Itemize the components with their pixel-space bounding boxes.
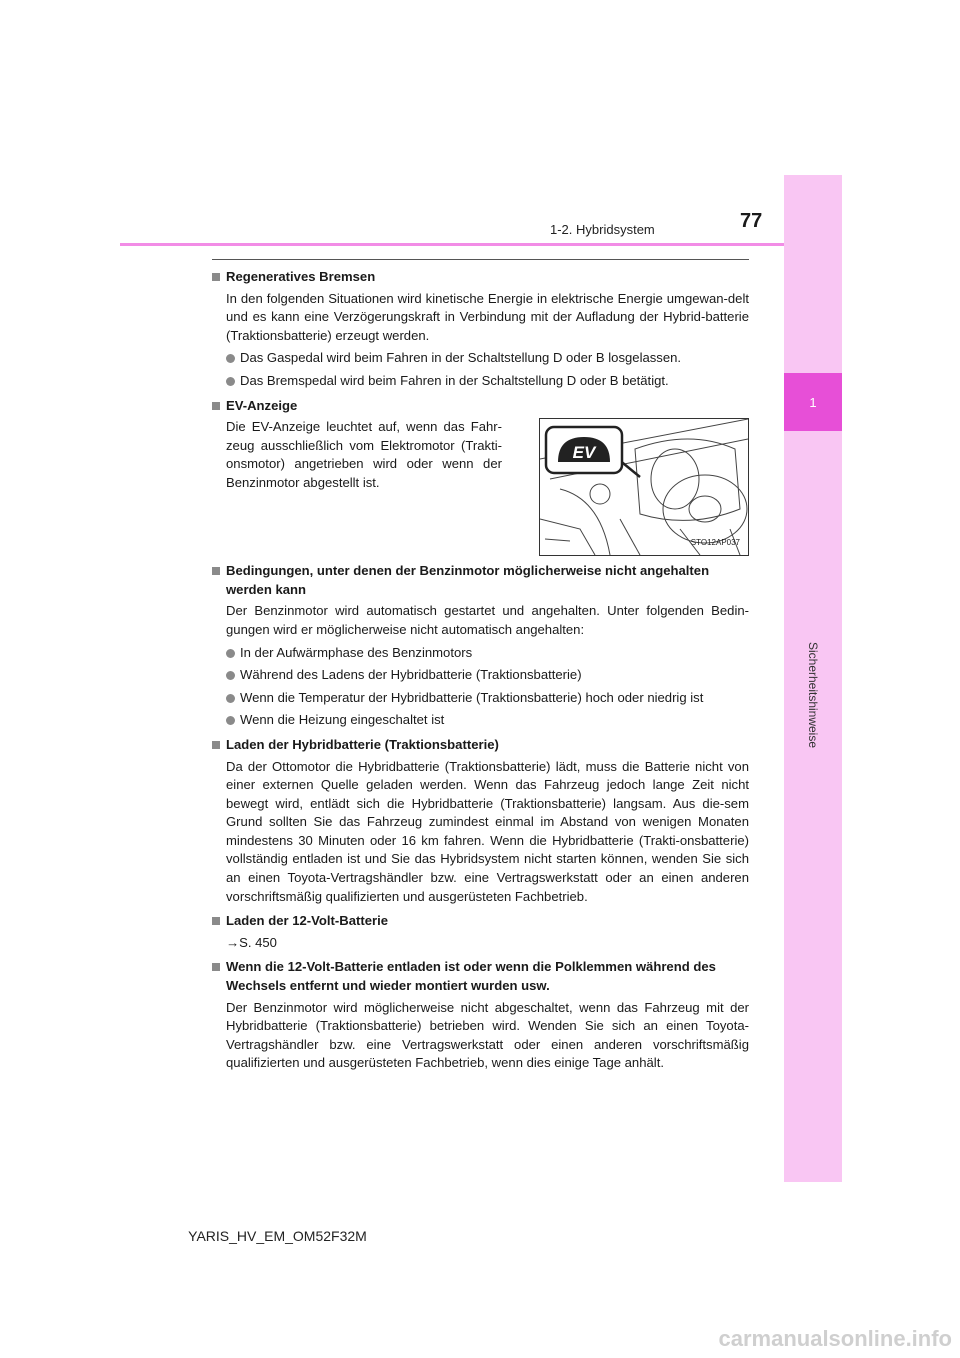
section-text: Die EV-Anzeige leuchtet auf, wenn das Fahr-zeug ausschließlich vom Elektromotor (Trakti-onsmotor) angetrieben wird oder wenn der Benzinmotor abgestellt ist. <box>226 419 502 490</box>
watermark: carmanualsonline.info <box>718 1326 952 1351</box>
section-text: Der Benzinmotor wird automatisch gestartet und angehalten. Unter folgenden Bedin-gungen wird er möglicherweise nicht automatisch angehalten: <box>226 603 749 637</box>
section-heading: Regeneratives Bremsen <box>226 269 376 284</box>
round-bullet-icon <box>226 694 235 703</box>
chapter-title: Sicherheitshinweise <box>806 641 820 749</box>
section-12v-battery <box>212 912 749 952</box>
list-item: Wenn die Heizung eingeschaltet ist <box>212 711 749 730</box>
section-title: 1-2. Hybridsystem <box>550 222 655 237</box>
page-reference: →S. 450 <box>226 934 277 950</box>
section-hybrid-battery-charging <box>212 736 749 906</box>
round-bullet-icon <box>226 354 235 363</box>
square-bullet-icon <box>212 273 220 281</box>
square-bullet-icon <box>212 402 220 410</box>
round-bullet-icon <box>226 377 235 386</box>
chapter-side-tab <box>784 175 842 1182</box>
square-bullet-icon <box>212 567 220 575</box>
list-item: Das Gaspedal wird beim Fahren in der Schaltstellung D oder B losgelassen. <box>212 349 749 368</box>
section-heading: Laden der 12-Volt-Batterie <box>226 913 389 929</box>
section-ev-indicator <box>212 397 749 557</box>
page-content <box>212 268 749 1079</box>
square-bullet-icon <box>212 963 220 971</box>
section-heading: Wenn die 12-Volt-Batterie entladen ist oder wenn die Polklemmen während des Wechsels entfernt und wieder montiert wurden usw. <box>226 959 716 994</box>
content-top-rule <box>212 259 749 260</box>
section-battery-terminals <box>212 958 749 1073</box>
figure-code: STO12AP037 <box>690 537 740 547</box>
section-text: Da der Ottomotor die Hybridbatterie (Traktionsbatterie) lädt, muss die Batterie nicht von einer externen Quelle geladen werden. Wenn das Fahrzeug jedoch lange Zeit nicht bewegt wird, entlädt sich die Hybridbatterie (Traktionsbatterie) langsam. Aus die-sem Grund sollten Sie das Fahrzeug zumindest einmal im Abstand von wenigen Monaten mindestens 30 Minuten oder 16 km fahren. Wenn die Hybridbatterie (Trakti-onsbatterie) vollständig entladen ist und Sie das Hybridsystem nicht starten können, wenden Sie sich an einen Toyota-Vertragshändler bzw. eine Vertragswerkstatt oder an einen anderen vorschriftsmäßig qualifizierten und ausgerüsteten Fachbetrieb. <box>226 758 749 904</box>
list-item: In der Aufwärmphase des Benzinmotors <box>212 644 749 663</box>
ev-icon-label: EV <box>572 443 596 463</box>
chapter-number: 1 <box>809 394 817 410</box>
section-heading: EV-Anzeige <box>226 397 298 413</box>
page-number: 77 <box>740 210 763 232</box>
list-item: Das Bremspedal wird beim Fahren in der Schaltstellung D oder B betätigt. <box>212 372 749 391</box>
list-item: Während des Ladens der Hybridbatterie (Traktionsbatterie) <box>212 666 749 685</box>
list-item: Wenn die Temperatur der Hybridbatterie (Traktionsbatterie) hoch oder niedrig ist <box>212 689 749 708</box>
round-bullet-icon <box>226 716 235 725</box>
section-regenerative <box>212 268 749 391</box>
chapter-number-box <box>784 373 842 431</box>
header-divider <box>120 243 784 246</box>
square-bullet-icon <box>212 917 220 925</box>
round-bullet-icon <box>226 671 235 680</box>
section-heading: Bedingungen, unter denen der Benzinmotor möglicherweise nicht angehalten werden kann <box>226 563 710 597</box>
ev-indicator-figure <box>539 418 749 556</box>
section-text: Der Benzinmotor wird möglicherweise nicht abgeschaltet, wenn das Fahrzeug mit der Hybridbatterie (Traktionsbatterie) betrieben wird. Wenden Sie sich an einen Toyota-Vertragshändler bzw. eine Vertragswerkstatt oder einen anderen vorschriftsmäßig qualifizierten und ausgerüsteten Fachbetrieb, wenn dies einige Tage anhält. <box>226 999 749 1071</box>
square-bullet-icon <box>212 741 220 749</box>
document-code: YARIS_HV_EM_OM52F32M <box>188 1228 367 1244</box>
section-heading: Laden der Hybridbatterie (Traktionsbatterie) <box>226 736 499 752</box>
section-engine-conditions <box>212 562 749 730</box>
section-text: In den folgenden Situationen wird kinetische Energie in elektrische Energie umgewan-delt und es kann eine Verzögerungskraft in Verbindung mit der Aufladung der Hybrid-batterie (Traktionsbatterie) erzeugt werden. <box>226 290 749 343</box>
round-bullet-icon <box>226 649 235 658</box>
